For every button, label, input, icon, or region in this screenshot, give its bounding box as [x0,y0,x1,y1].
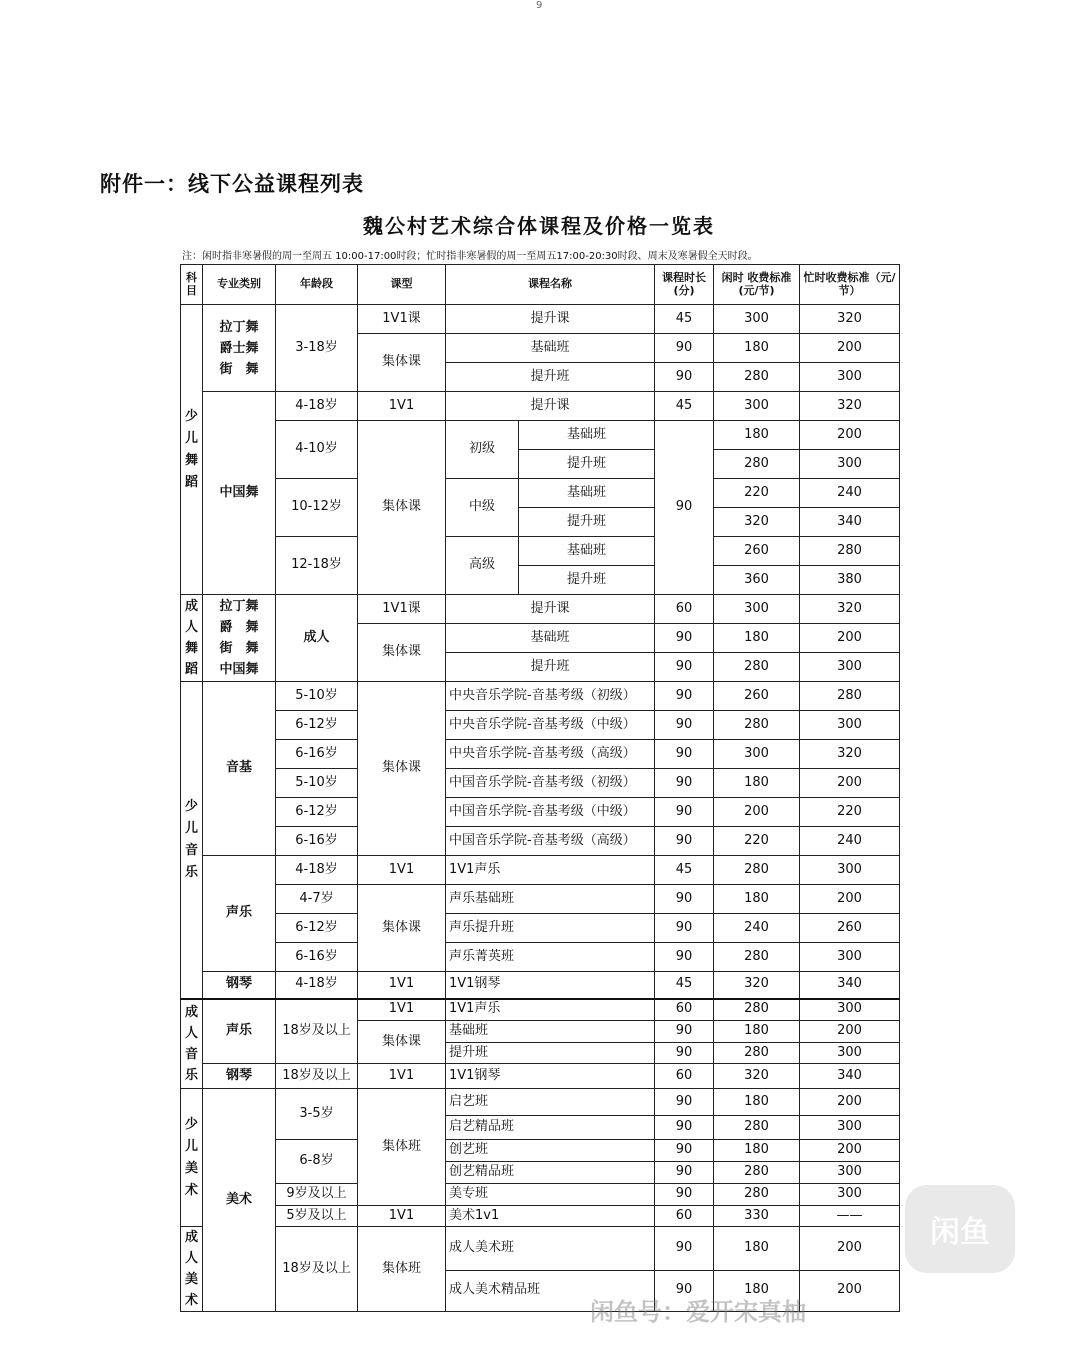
table-row [181,479,900,508]
course-cell: 美术1v1 [446,1206,655,1227]
table-row [181,856,900,885]
course-cell: 启艺班 [446,1089,655,1116]
type-cell: 1V1课 [358,595,446,624]
busy-price-cell: 300 [800,363,900,392]
idle-price-cell: 280 [714,363,800,392]
busy-price-cell: 300 [800,999,900,1021]
table-row [181,392,900,421]
duration-cell: 90 [655,1162,714,1184]
level-cell: 初级 [446,421,519,479]
table-row [181,421,900,450]
idle-price-cell: 280 [714,999,800,1021]
category-cell [203,305,276,392]
subject-cell [181,305,203,595]
subject-label: 成人美术 [184,1230,198,1308]
subject-cell [181,1089,203,1227]
type-cell: 集体课 [358,885,446,972]
idle-price-cell: 180 [714,421,800,450]
course-cell: 基础班 [446,624,655,653]
age-cell: 6-16岁 [276,943,358,972]
busy-price-cell: 220 [800,798,900,827]
table-row [181,711,900,740]
course-cell: 中国音乐学院-音基考级（高级） [446,827,655,856]
age-cell: 4-18岁 [276,972,358,999]
course-cell: 提升班 [446,363,655,392]
subject-cell [181,1227,203,1312]
category-cell: 声乐 [203,856,276,972]
busy-price-cell: 200 [800,769,900,798]
age-cell: 18岁及以上 [276,999,358,1064]
course-cell: 提升课 [446,305,655,334]
duration-cell: 90 [655,1043,714,1064]
duration-cell: 90 [655,334,714,363]
busy-price-cell: 300 [800,1116,900,1140]
age-cell: 4-10岁 [276,421,358,479]
busy-price-cell: 200 [800,421,900,450]
table-row [181,1089,900,1116]
type-cell: 1V1 [358,856,446,885]
table-row [181,537,900,566]
subject-label: 成人音乐 [184,1004,198,1083]
type-cell: 集体课 [358,421,446,595]
idle-price-cell: 260 [714,682,800,711]
busy-price-cell: 300 [800,943,900,972]
age-cell: 9岁及以上 [276,1184,358,1206]
busy-price-cell: 320 [800,595,900,624]
busy-price-cell: 300 [800,1162,900,1184]
type-cell: 1V1 [358,972,446,999]
category-cell: 美术 [203,1089,276,1312]
type-cell: 集体班 [358,1089,446,1206]
table-row [181,1064,900,1089]
attachment-title: 附件一：线下公益课程列表 [100,172,364,196]
idle-price-cell: 180 [714,1021,800,1043]
level-cell: 高级 [446,537,519,595]
idle-price-cell: 220 [714,827,800,856]
category-cell: 钢琴 [203,1064,276,1089]
idle-price-cell: 180 [714,1140,800,1162]
age-cell: 6-12岁 [276,798,358,827]
idle-price-cell: 260 [714,537,800,566]
table-row [181,682,900,711]
duration-cell: 60 [655,1064,714,1089]
idle-price-cell: 240 [714,914,800,943]
busy-price-cell: 300 [800,856,900,885]
duration-cell: 60 [655,595,714,624]
busy-price-cell: 320 [800,305,900,334]
idle-price-cell: 280 [714,1043,800,1064]
duration-cell: 90 [655,1140,714,1162]
duration-cell: 60 [655,1206,714,1227]
age-cell: 3-5岁 [276,1089,358,1140]
subject-cell [181,999,203,1089]
table-row [181,1140,900,1162]
age-cell: 6-8岁 [276,1140,358,1184]
category-label: 街 舞 [219,361,259,377]
course-cell: 中国音乐学院-音基考级（中级） [446,798,655,827]
category-label: 拉丁舞 [219,319,259,335]
busy-price-cell: 380 [800,566,900,595]
busy-price-cell: 260 [800,914,900,943]
category-label: 中国舞 [219,662,259,677]
course-cell: 提升班 [519,508,655,537]
busy-price-cell: 340 [800,1064,900,1089]
course-cell: 中央音乐学院-音基考级（中级） [446,711,655,740]
idle-price-cell: 280 [714,711,800,740]
age-cell: 3-18岁 [276,305,358,392]
course-cell: 美专班 [446,1184,655,1206]
busy-price-cell: 280 [800,537,900,566]
course-cell: 中央音乐学院-音基考级（初级） [446,682,655,711]
header-duration: 课程时长(分) [655,265,714,305]
age-cell: 4-18岁 [276,392,358,421]
course-cell: 创艺班 [446,1140,655,1162]
category-label: 街 舞 [219,641,259,656]
age-cell: 6-12岁 [276,711,358,740]
duration-cell: 90 [655,421,714,595]
duration-cell: 45 [655,305,714,334]
idle-price-cell: 180 [714,1227,800,1271]
idle-price-cell: 280 [714,1162,800,1184]
idle-price-cell: 280 [714,1116,800,1140]
duration-cell: 90 [655,1021,714,1043]
course-cell: 提升班 [446,1043,655,1064]
busy-price-cell: —— [800,1206,900,1227]
duration-cell: 90 [655,682,714,711]
busy-price-cell: 320 [800,740,900,769]
idle-price-cell: 280 [714,943,800,972]
category-cell [203,595,276,682]
idle-price-cell: 320 [714,972,800,999]
idle-price-cell: 360 [714,566,800,595]
age-cell: 5岁及以上 [276,1206,358,1227]
course-cell: 基础班 [519,479,655,508]
watermark-badge: 闲鱼 [905,1185,1015,1273]
duration-cell: 90 [655,798,714,827]
course-cell: 基础班 [446,1021,655,1043]
table-row [181,914,900,943]
busy-price-cell: 300 [800,711,900,740]
age-cell: 12-18岁 [276,537,358,595]
duration-cell: 45 [655,972,714,999]
idle-price-cell: 180 [714,1089,800,1116]
table-row [181,1206,900,1227]
type-cell: 集体课 [358,624,446,682]
duration-cell: 90 [655,1089,714,1116]
table-row [181,798,900,827]
type-cell: 集体课 [358,682,446,856]
course-cell: 提升班 [446,653,655,682]
subject-label: 少儿音乐 [184,798,198,880]
course-cell: 启艺精品班 [446,1116,655,1140]
table-row [181,885,900,914]
age-cell: 5-10岁 [276,769,358,798]
busy-price-cell: 200 [800,1021,900,1043]
header-age: 年龄段 [276,265,358,305]
course-cell: 1V1钢琴 [446,1064,655,1089]
idle-price-cell: 180 [714,624,800,653]
category-cell: 声乐 [203,999,276,1064]
busy-price-cell: 340 [800,508,900,537]
category-label: 爵士舞 [219,340,259,356]
idle-price-cell: 180 [714,769,800,798]
idle-price-cell: 300 [714,392,800,421]
table-row [181,1227,900,1271]
busy-price-cell: 200 [800,334,900,363]
busy-price-cell: 240 [800,479,900,508]
header-type: 课型 [358,265,446,305]
subject-label: 少儿美术 [184,1116,198,1198]
subject-cell [181,682,203,999]
header-busy-price: 忙时收费标准（元/节） [800,265,900,305]
idle-price-cell: 320 [714,1064,800,1089]
busy-price-cell: 240 [800,827,900,856]
duration-cell: 90 [655,711,714,740]
course-cell: 创艺精品班 [446,1162,655,1184]
duration-cell: 90 [655,1184,714,1206]
course-cell: 基础班 [519,421,655,450]
idle-price-cell: 280 [714,1184,800,1206]
category-label: 爵 舞 [219,620,259,635]
course-cell: 声乐提升班 [446,914,655,943]
idle-price-cell: 200 [714,798,800,827]
course-cell: 成人美术班 [446,1227,655,1271]
type-cell: 1V1 [358,1206,446,1227]
duration-cell: 90 [655,1270,714,1311]
duration-cell: 90 [655,1116,714,1140]
duration-cell: 45 [655,392,714,421]
duration-cell: 90 [655,740,714,769]
duration-cell: 90 [655,914,714,943]
busy-price-cell: 200 [800,885,900,914]
table-row [181,1184,900,1206]
type-cell: 1V1课 [358,305,446,334]
busy-price-cell: 300 [800,450,900,479]
duration-cell: 90 [655,1227,714,1271]
idle-price-cell: 330 [714,1206,800,1227]
idle-price-cell: 180 [714,885,800,914]
page-mark: 9 [536,0,543,11]
course-cell: 声乐基础班 [446,885,655,914]
duration-cell: 90 [655,885,714,914]
idle-price-cell: 280 [714,856,800,885]
type-cell: 集体课 [358,334,446,392]
course-cell: 提升班 [519,450,655,479]
type-cell: 1V1 [358,1064,446,1089]
busy-price-cell: 200 [800,1140,900,1162]
category-label: 拉丁舞 [219,599,259,614]
idle-price-cell: 220 [714,479,800,508]
header-subject: 科目 [181,265,203,305]
age-cell: 成人 [276,595,358,682]
idle-price-cell: 280 [714,450,800,479]
busy-price-cell: 200 [800,1227,900,1271]
age-cell: 18岁及以上 [276,1227,358,1312]
course-cell: 1V1声乐 [446,999,655,1021]
duration-cell: 90 [655,827,714,856]
table-row [181,972,900,999]
table-row [181,595,900,624]
header-idle-price: 闲时 收费标准(元/节) [714,265,800,305]
price-table [180,264,900,1312]
type-cell: 1V1 [358,999,446,1021]
table-row [181,740,900,769]
age-cell: 4-18岁 [276,856,358,885]
table-row [181,827,900,856]
busy-price-cell: 200 [800,624,900,653]
idle-price-cell: 320 [714,508,800,537]
course-cell: 1V1钢琴 [446,972,655,999]
busy-price-cell: 200 [800,1270,900,1311]
table-row [181,305,900,334]
course-cell: 声乐菁英班 [446,943,655,972]
duration-cell: 90 [655,943,714,972]
header-category: 专业类别 [203,265,276,305]
idle-price-cell: 300 [714,595,800,624]
idle-price-cell: 280 [714,653,800,682]
level-cell: 中级 [446,479,519,537]
duration-cell: 90 [655,653,714,682]
busy-price-cell: 320 [800,392,900,421]
table-row [181,943,900,972]
subject-cell [181,595,203,682]
category-cell: 钢琴 [203,972,276,999]
course-cell: 提升课 [446,392,655,421]
idle-price-cell: 300 [714,305,800,334]
busy-price-cell: 300 [800,1184,900,1206]
idle-price-cell: 300 [714,740,800,769]
duration-cell: 45 [655,856,714,885]
header-row [181,265,900,305]
type-cell: 1V1 [358,392,446,421]
course-cell: 基础班 [446,334,655,363]
busy-price-cell: 300 [800,653,900,682]
course-cell: 1V1声乐 [446,856,655,885]
course-cell: 基础班 [519,537,655,566]
idle-price-cell: 180 [714,334,800,363]
type-cell: 集体课 [358,1021,446,1064]
category-cell: 中国舞 [203,392,276,595]
course-cell: 中国音乐学院-音基考级（初级） [446,769,655,798]
idle-price-cell: 180 [714,1270,800,1311]
course-cell: 提升课 [446,595,655,624]
duration-cell: 90 [655,769,714,798]
table-row [181,769,900,798]
course-cell: 提升班 [519,566,655,595]
busy-price-cell: 200 [800,1089,900,1116]
duration-cell: 60 [655,999,714,1021]
duration-cell: 90 [655,624,714,653]
course-cell: 中央音乐学院-音基考级（高级） [446,740,655,769]
age-cell: 6-16岁 [276,827,358,856]
category-cell: 音基 [203,682,276,856]
age-cell: 18岁及以上 [276,1064,358,1089]
type-cell: 集体班 [358,1227,446,1312]
age-cell: 6-16岁 [276,740,358,769]
table-row [181,999,900,1021]
document-title: 魏公村艺术综合体课程及价格一览表 [363,214,715,238]
age-cell: 4-7岁 [276,885,358,914]
age-cell: 6-12岁 [276,914,358,943]
watermark-text: 闲鱼号：爱开宋真柚 [590,1298,806,1326]
age-cell: 10-12岁 [276,479,358,537]
busy-price-cell: 280 [800,682,900,711]
subject-label: 成人舞蹈 [184,599,198,677]
subject-label: 少儿舞蹈 [184,408,198,490]
header-course: 课程名称 [446,265,655,305]
course-cell: 成人美术精品班 [446,1270,655,1311]
busy-price-cell: 340 [800,972,900,999]
age-cell: 5-10岁 [276,682,358,711]
busy-price-cell: 300 [800,1043,900,1064]
duration-cell: 90 [655,363,714,392]
note-text: 注：闲时指非寒暑假的周一至周五 10:00-17:00时段；忙时指非寒暑假的周一至周五17:00-20:30时段、周末及寒暑假全天时段。 [182,251,758,262]
